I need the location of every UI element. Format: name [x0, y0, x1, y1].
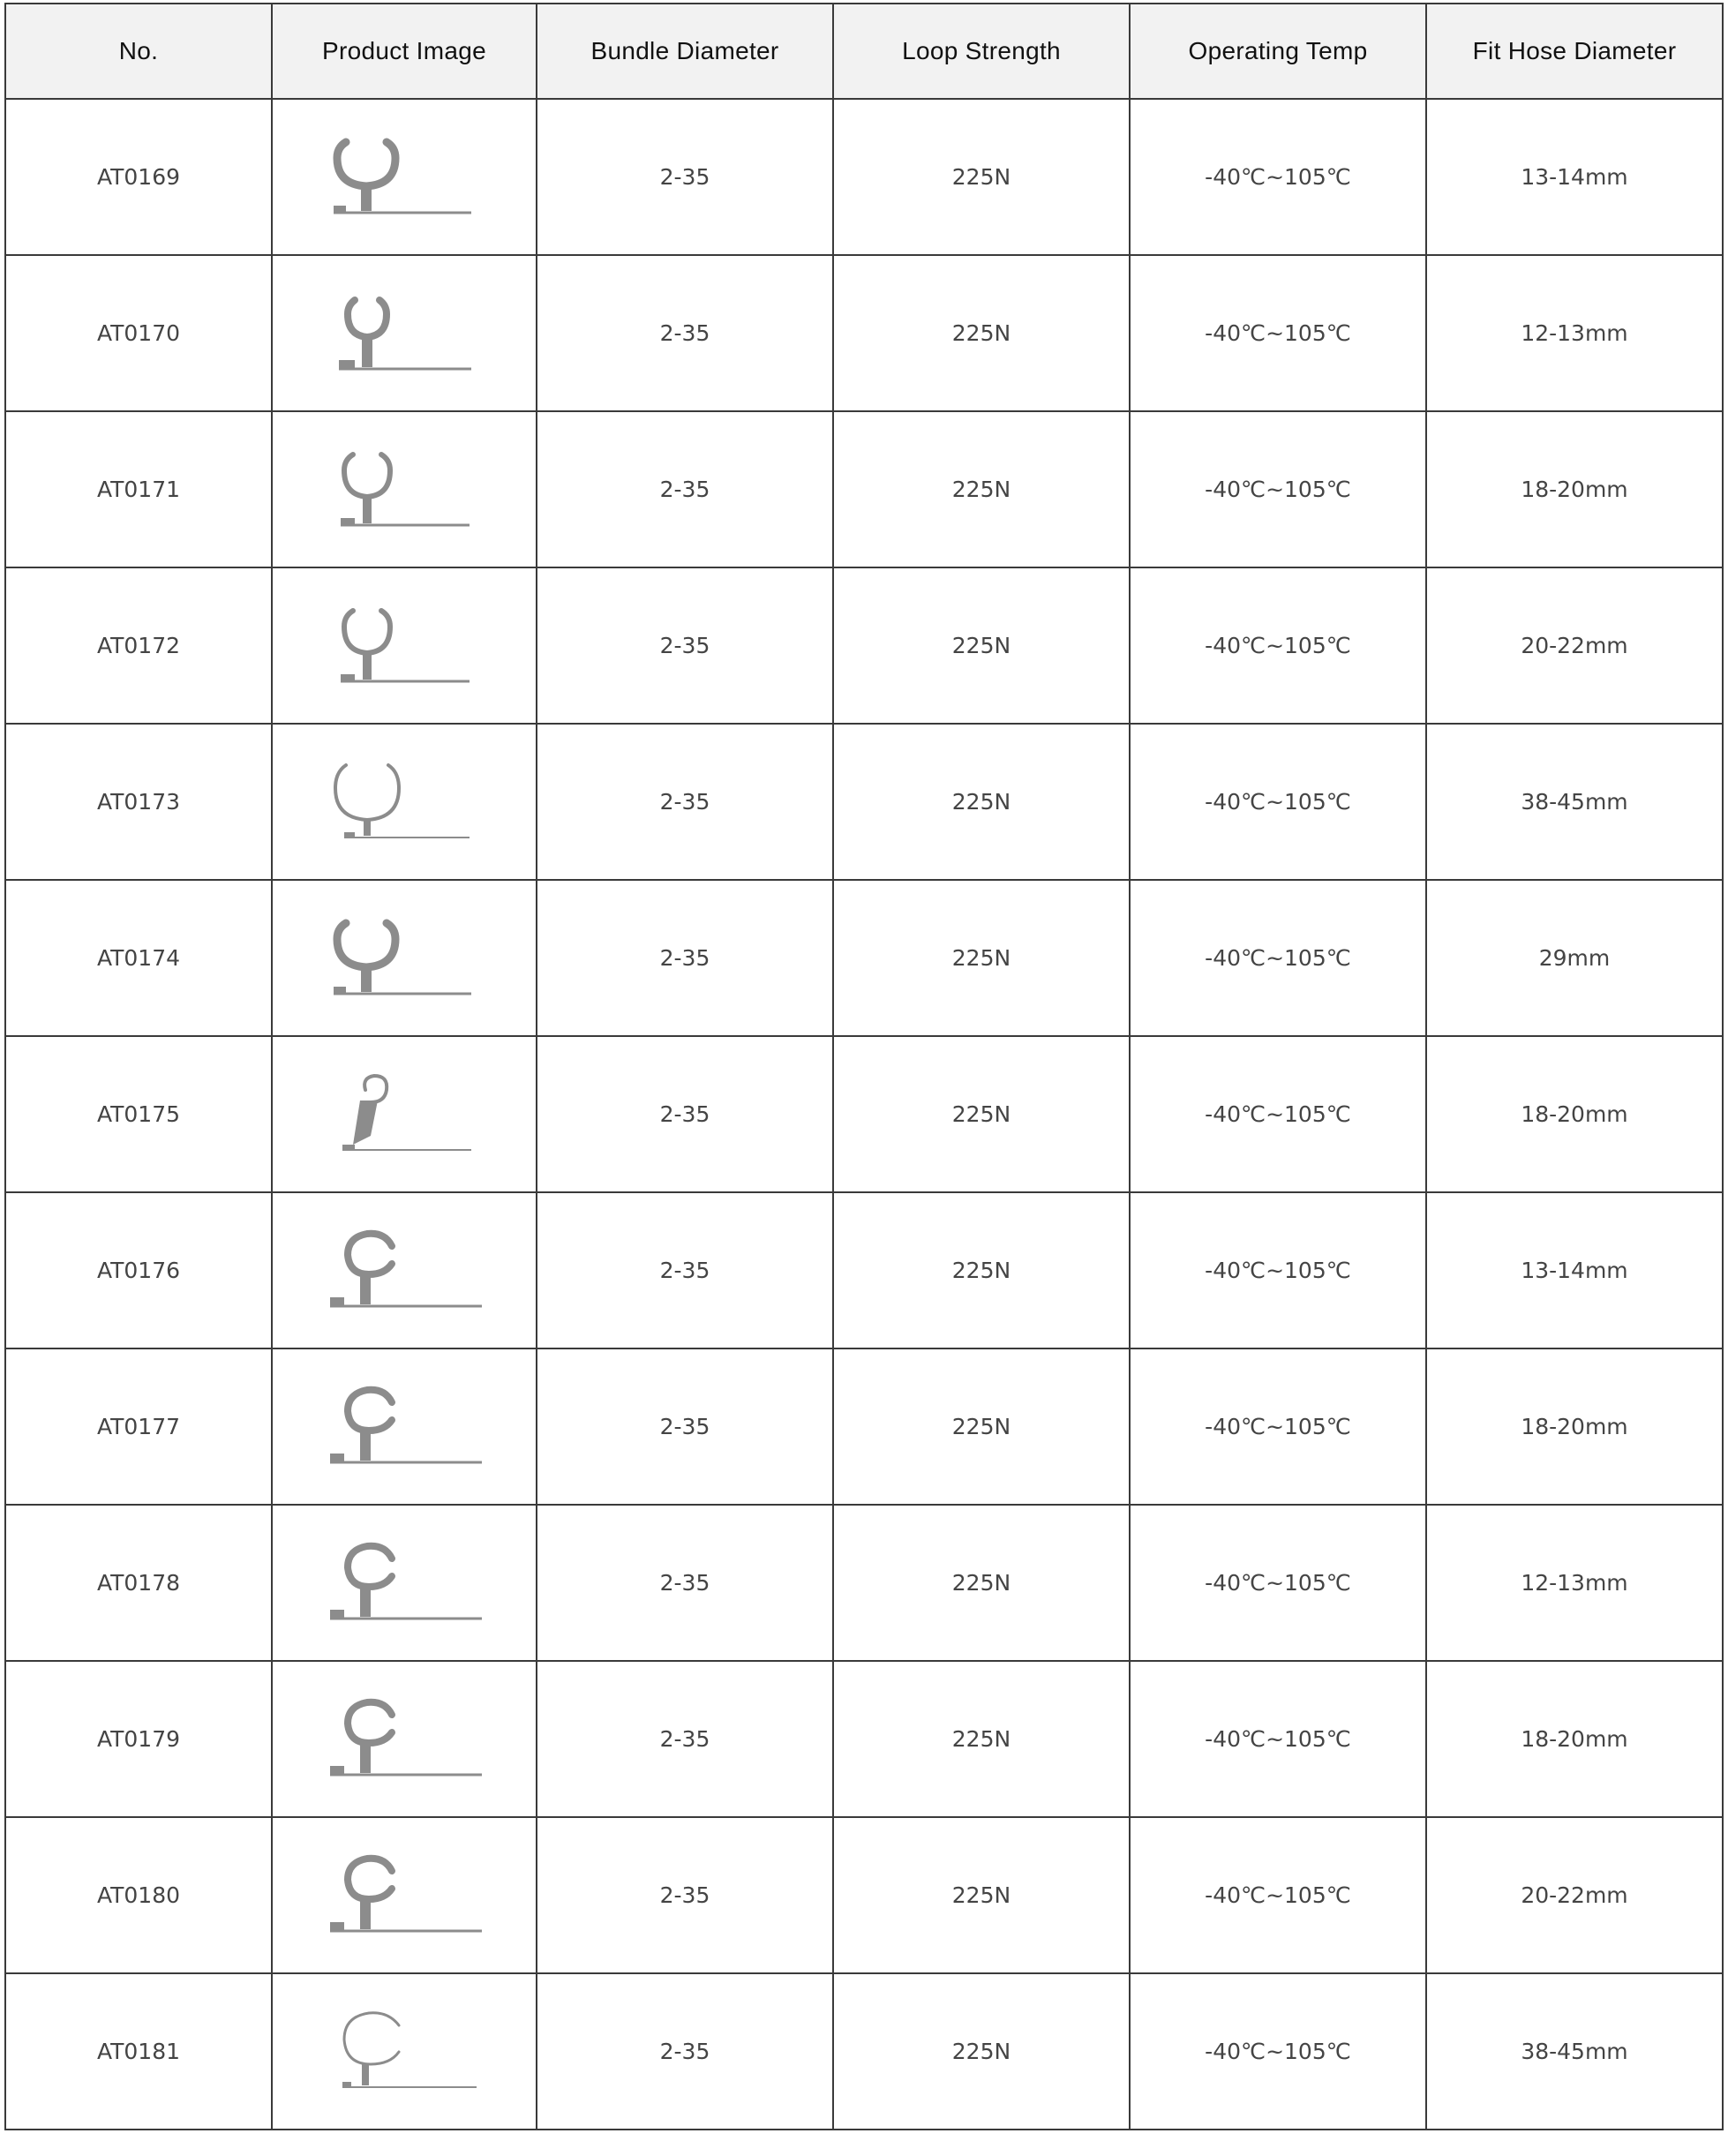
loop-strength: 225N [833, 1505, 1130, 1661]
table-row [5, 1817, 1723, 1973]
bundle-diameter: 2-35 [537, 1192, 833, 1348]
clip-c-side-icon [281, 1695, 528, 1784]
loop-strength: 225N [833, 1973, 1130, 2130]
loop-strength: 225N [833, 1036, 1130, 1192]
fit-hose-diameter: 18-20mm [1426, 1661, 1723, 1817]
operating-temp: -40℃~105℃ [1130, 411, 1426, 567]
loop-strength: 225N [833, 1192, 1130, 1348]
product-number: AT0172 [5, 567, 272, 724]
bundle-diameter: 2-35 [537, 724, 833, 880]
operating-temp: -40℃~105℃ [1130, 880, 1426, 1036]
table-row [5, 99, 1723, 255]
table-row [5, 255, 1723, 411]
product-image-cell [272, 255, 537, 411]
product-image-cell [272, 411, 537, 567]
product-image-cell [272, 1661, 537, 1817]
table-row [5, 1348, 1723, 1505]
fit-hose-diameter: 18-20mm [1426, 411, 1723, 567]
operating-temp: -40℃~105℃ [1130, 567, 1426, 724]
fit-hose-diameter: 38-45mm [1426, 724, 1723, 880]
product-number: AT0176 [5, 1192, 272, 1348]
clip-hook-icon [281, 1070, 528, 1159]
product-image-cell [272, 1348, 537, 1505]
bundle-diameter: 2-35 [537, 1817, 833, 1973]
fit-hose-diameter: 20-22mm [1426, 567, 1723, 724]
header-fit-hose-diameter: Fit Hose Diameter [1426, 4, 1723, 99]
clip-c-side-icon [281, 1227, 528, 1315]
loop-strength: 225N [833, 1661, 1130, 1817]
bundle-diameter: 2-35 [537, 567, 833, 724]
clip-u-large-icon [281, 133, 528, 222]
operating-temp: -40℃~105℃ [1130, 1348, 1426, 1505]
header-product-image: Product Image [272, 4, 537, 99]
clip-u-thin-icon [281, 758, 528, 846]
product-image-cell [272, 1817, 537, 1973]
table-row [5, 724, 1723, 880]
table-row [5, 1973, 1723, 2130]
product-spec-table [4, 3, 1724, 2130]
product-number: AT0178 [5, 1505, 272, 1661]
clip-u-small-icon [281, 289, 528, 378]
operating-temp: -40℃~105℃ [1130, 724, 1426, 880]
bundle-diameter: 2-35 [537, 1661, 833, 1817]
product-image-cell [272, 724, 537, 880]
header-bundle-diameter: Bundle Diameter [537, 4, 833, 99]
bundle-diameter: 2-35 [537, 99, 833, 255]
product-image-cell [272, 1973, 537, 2130]
fit-hose-diameter: 18-20mm [1426, 1348, 1723, 1505]
clip-c-side-icon [281, 1852, 528, 1940]
loop-strength: 225N [833, 1817, 1130, 1973]
loop-strength: 225N [833, 255, 1130, 411]
product-number: AT0180 [5, 1817, 272, 1973]
product-number: AT0179 [5, 1661, 272, 1817]
bundle-diameter: 2-35 [537, 1973, 833, 2130]
operating-temp: -40℃~105℃ [1130, 1661, 1426, 1817]
fit-hose-diameter: 13-14mm [1426, 1192, 1723, 1348]
product-image-cell [272, 1036, 537, 1192]
loop-strength: 225N [833, 567, 1130, 724]
product-image-cell [272, 567, 537, 724]
product-image-cell [272, 1192, 537, 1348]
table-row [5, 1661, 1723, 1817]
operating-temp: -40℃~105℃ [1130, 1036, 1426, 1192]
product-image-cell [272, 99, 537, 255]
fit-hose-diameter: 13-14mm [1426, 99, 1723, 255]
header-operating-temp: Operating Temp [1130, 4, 1426, 99]
fit-hose-diameter: 18-20mm [1426, 1036, 1723, 1192]
bundle-diameter: 2-35 [537, 255, 833, 411]
clip-u-large-icon [281, 914, 528, 1003]
clip-c-side-icon [281, 1383, 528, 1471]
product-number: AT0173 [5, 724, 272, 880]
product-spec-sheet [4, 3, 1722, 2149]
table-row [5, 1036, 1723, 1192]
clip-u-medium-icon [281, 602, 528, 690]
fit-hose-diameter: 12-13mm [1426, 1505, 1723, 1661]
bundle-diameter: 2-35 [537, 1036, 833, 1192]
product-number: AT0175 [5, 1036, 272, 1192]
fit-hose-diameter: 20-22mm [1426, 1817, 1723, 1973]
product-number: AT0170 [5, 255, 272, 411]
bundle-diameter: 2-35 [537, 880, 833, 1036]
clip-c-thin-icon [281, 2008, 528, 2096]
product-image-cell [272, 1505, 537, 1661]
header-loop-strength: Loop Strength [833, 4, 1130, 99]
fit-hose-diameter: 38-45mm [1426, 1973, 1723, 2130]
operating-temp: -40℃~105℃ [1130, 1505, 1426, 1661]
product-image-cell [272, 880, 537, 1036]
operating-temp: -40℃~105℃ [1130, 1192, 1426, 1348]
bundle-diameter: 2-35 [537, 1348, 833, 1505]
clip-c-side-icon [281, 1539, 528, 1627]
header-no: No. [5, 4, 272, 99]
loop-strength: 225N [833, 880, 1130, 1036]
clip-u-medium-icon [281, 446, 528, 534]
operating-temp: -40℃~105℃ [1130, 1817, 1426, 1973]
loop-strength: 225N [833, 411, 1130, 567]
operating-temp: -40℃~105℃ [1130, 1973, 1426, 2130]
product-number: AT0169 [5, 99, 272, 255]
loop-strength: 225N [833, 724, 1130, 880]
table-row [5, 1192, 1723, 1348]
operating-temp: -40℃~105℃ [1130, 255, 1426, 411]
loop-strength: 225N [833, 1348, 1130, 1505]
table-body [5, 99, 1723, 2130]
header-row [5, 4, 1723, 99]
table-row [5, 567, 1723, 724]
product-number: AT0181 [5, 1973, 272, 2130]
product-number: AT0171 [5, 411, 272, 567]
bundle-diameter: 2-35 [537, 411, 833, 567]
loop-strength: 225N [833, 99, 1130, 255]
fit-hose-diameter: 12-13mm [1426, 255, 1723, 411]
product-number: AT0177 [5, 1348, 272, 1505]
table-row [5, 411, 1723, 567]
table-row [5, 880, 1723, 1036]
operating-temp: -40℃~105℃ [1130, 99, 1426, 255]
table-row [5, 1505, 1723, 1661]
bundle-diameter: 2-35 [537, 1505, 833, 1661]
product-number: AT0174 [5, 880, 272, 1036]
fit-hose-diameter: 29mm [1426, 880, 1723, 1036]
